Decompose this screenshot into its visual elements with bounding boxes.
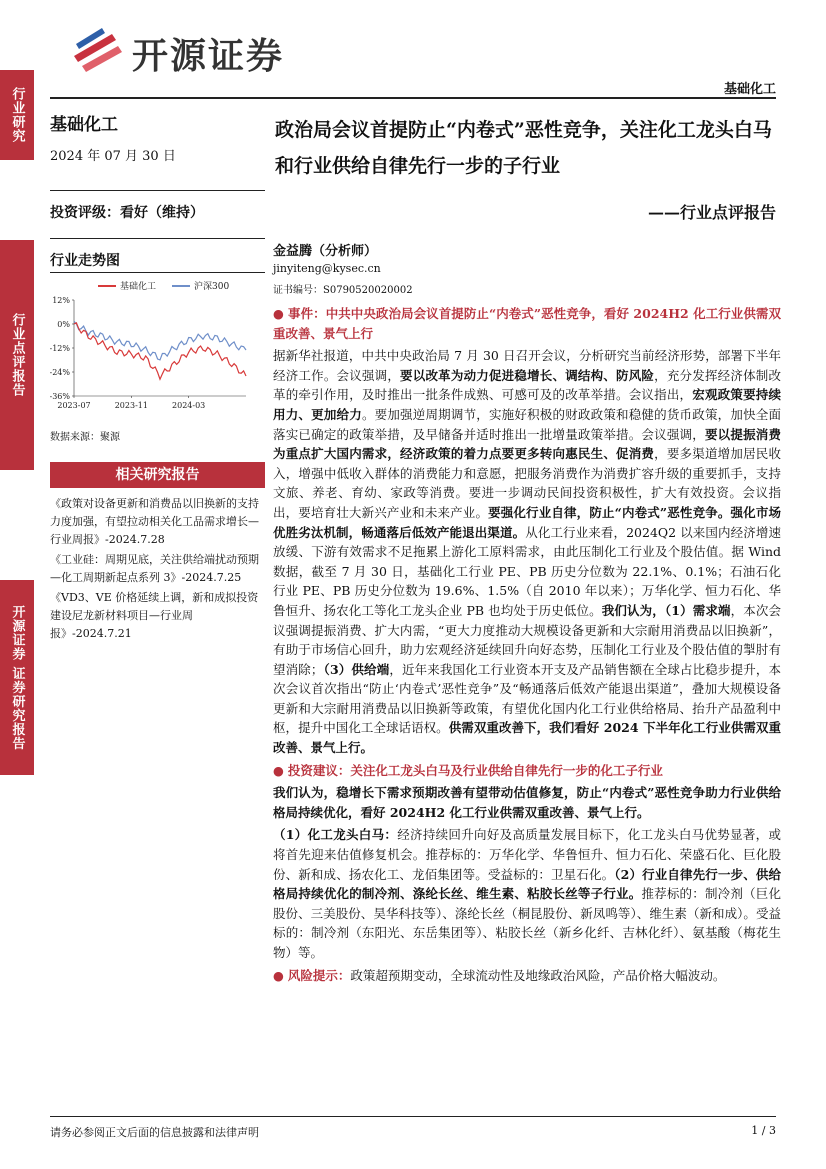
section-advice-heading: 投资建议：关注化工龙头白马及行业供给自律先行一步的化工子行业 xyxy=(287,762,663,778)
text-run-bold: （1）化工龙头白马： xyxy=(273,827,398,843)
logo-text: 开源证券 xyxy=(132,36,285,77)
left-rule-1 xyxy=(50,190,265,191)
report-subtitle: ——行业点评报告 xyxy=(647,203,776,222)
industry-name: 基础化工 xyxy=(50,115,118,135)
y-tick-label: -24% xyxy=(50,368,70,377)
related-reports-header: 相关研究报告 xyxy=(50,462,265,488)
text-run: 据新华社报道，中共中央政治局 7 月 30 日召开会议，分析研究当前经济形势，部署下半年经济工作。会议强调， xyxy=(273,348,781,383)
related-report-item[interactable]: 《工业硅：周期见底，关注供给端扰动预期—化工周期新起点系列 3》-2024.7.25 xyxy=(50,553,259,584)
x-tick-label: 2024-03 xyxy=(172,401,206,410)
analyst-name: 金益腾（分析师） xyxy=(273,244,378,259)
side-tab-top-label: 行业研究 xyxy=(9,87,25,143)
y-tick-label: -36% xyxy=(50,392,70,401)
related-report-item[interactable]: 《政策对设备更新和消费品以旧换新的支持力度加强，有望拉动相关化工品需求增长—行业周报》-2024.7.28 xyxy=(50,497,259,546)
text-run: 。要加强逆周期调节，实施好积极的财政政策和稳健的货币政策，加快全面落实已确定的政策举措，及早储备并适时推出一批增量政策举措。会议强调， xyxy=(273,406,781,442)
sector-tag: 基础化工 xyxy=(723,82,776,97)
y-tick-label: 0% xyxy=(57,320,70,329)
left-rule-3 xyxy=(50,272,265,273)
x-tick-label: 2023-11 xyxy=(114,401,148,410)
side-tab-bottom-label: 开源证券 证券研究报告 xyxy=(9,604,25,751)
text-run: ，近年来我国化工行业资本开支及产品销售额在全球占比稳步提升，本次会议首次指出“防止‘内卷式’恶性竞争”及“畅通落后低效产能退出渠道”，叠加大规模设备更新和大宗耐用消费品以旧换新等政策，有望优化国内化工行业供给格局、抬升产品盈利中枢，提升中国化工全球话语权。 xyxy=(273,661,781,736)
left-rule-2 xyxy=(50,238,265,239)
text-run-bold: 宏观政策要持续用力、更加给力 xyxy=(273,387,781,422)
chart-source: 数据来源：聚源 xyxy=(50,432,120,443)
related-report-item[interactable]: 《VD3、VE 价格延续上调，新和成拟投资建设尼龙新材料项目—行业周报》-2024.7.21 xyxy=(50,591,259,640)
advice-paragraph-2 xyxy=(273,825,781,962)
text-run-bold: （2）行业自律先行一步、供给格局持续优化的制冷剂、涤纶长丝、维生素、粘胶长丝等子行业。 xyxy=(273,866,781,902)
logo-mark-icon xyxy=(72,26,124,74)
text-run-bold: 供需双重改善下，我们看好 2024 下半年化工行业供需双重改善、景气上行。 xyxy=(273,720,781,756)
text-run-bold: 我们认为，（1）需求端 xyxy=(601,602,731,618)
text-run: 经济持续回升向好及高质量发展目标下，化工龙头白马优势显著，或将首先迎来估值修复机会。推荐标的：万华化学、华鲁恒升、恒力石化、荣盛石化、巨化股份、新和成、扬农化工、龙佰集团等。受益标的：卫星石化。 xyxy=(273,827,781,882)
text-run: ，要多渠道增加居民收入，增强中低收入群体的消费能力和意愿，把服务消费作为消费扩容升级的重要抓手，支持文旅、养老、育幼、家政等消费。要进一步调动民间投资积极性，扩大有效投资。会议指出，要培育壮大新兴产业和未来产业。 xyxy=(273,446,781,520)
side-tab-middle xyxy=(0,240,34,470)
bullet-icon: ● xyxy=(273,306,284,321)
legend-label: 基础化工 xyxy=(120,282,157,292)
text-run-bold: 我们认为，稳增长下需求预期改善有望带动估值修复，防止“内卷式”恶性竞争助力行业供给格局持续优化，看好 2024H2 化工行业供需双重改善、景气上行。 xyxy=(273,785,781,820)
series-line-basic-chemicals xyxy=(74,323,246,379)
analyst-email[interactable]: jinyiteng@kysec.cn xyxy=(273,262,381,275)
report-body xyxy=(273,304,781,988)
company-logo xyxy=(72,22,332,78)
report-date: 2024 年 07 月 30 日 xyxy=(50,149,176,164)
event-paragraph xyxy=(273,346,781,757)
chart-lines xyxy=(74,321,246,379)
analyst-cert: 证书编号：S0790520020002 xyxy=(273,285,413,296)
text-run: ，充分发挥经济体制改革的牵引作用，及时推出一批条件成熟、可感可及的改革举措。会议指出， xyxy=(273,367,781,403)
risk-text: 政策超预期变动，全球流动性及地缘政治风险，产品价格大幅波动。 xyxy=(350,967,726,983)
y-tick-label: 12% xyxy=(52,296,70,305)
side-tab-top xyxy=(0,70,34,160)
section-event xyxy=(273,304,781,343)
text-run-bold: （3）供给端 xyxy=(323,661,390,677)
related-reports-list xyxy=(50,495,265,645)
text-run: 推荐标的：制冷剂（巨化股份、三美股份、昊华科技等）、涤纶长丝（桐昆股份、新凤鸣等）、维生素（新和成）。受益标的：制冷剂（东阳光、东岳集团等）、粘胶长丝（新乡化纤、吉林化纤）、氨基酸（梅花生物）等。 xyxy=(273,886,781,960)
section-risk-heading: 风险提示： xyxy=(287,967,351,983)
text-run-bold: 要以改革为动力促进稳增长、调结构、防风险 xyxy=(400,367,655,383)
section-advice xyxy=(273,761,781,781)
footer-rule xyxy=(50,1116,776,1117)
section-event-heading: 事件：中共中央政治局会议首提防止“内卷式”恶性竞争，看好 2024H2 化工行业供需双重改善、景气上行 xyxy=(273,306,781,341)
footer-disclaimer: 请务必参阅正文后面的信息披露和法律声明 xyxy=(50,1126,259,1139)
side-tab-bottom xyxy=(0,580,34,775)
y-tick-label: -12% xyxy=(50,344,70,353)
text-run-bold: 要强化行业自律，防止“内卷式”恶性竞争。强化市场优胜劣汰机制，畅通落后低效产能退出渠道。 xyxy=(273,504,781,540)
chart-legend xyxy=(98,280,229,292)
left-info xyxy=(50,110,265,164)
x-tick-label: 2023-07 xyxy=(57,401,91,410)
chart-title: 行业走势图 xyxy=(50,253,120,269)
header-rule xyxy=(50,97,776,99)
industry-trend-chart xyxy=(50,278,265,418)
legend-label: 沪深300 xyxy=(194,282,230,292)
page-number: 1 / 3 xyxy=(751,1124,776,1137)
side-tab-middle-label: 行业点评报告 xyxy=(9,313,25,397)
text-run: 从化工行业来看，2024Q2 以来国内经济增速放缓、下游有效需求不足拖累上游化工原料需求，由此压制化工行业及个股估值。据 Wind 数据，截至 7 月 30 日，基础化工行业 PE、PB 历史分位数为 22.1%、0.1%；石油石化行业 PE、PB 历史分位数为 19.6%、1.5%（自 2010 年以来）；万华化学、恒力石化、华鲁恒升、扬农化工等化工龙头企业 PB 也均处于历史低位。 xyxy=(273,524,781,618)
section-risk xyxy=(273,966,781,986)
series-line-csi300 xyxy=(74,321,246,360)
bullet-icon: ● xyxy=(273,967,284,983)
report-title: 政治局会议首提防止“内卷式”恶性竞争，关注化工龙头白马和行业供给自律先行一步的子行业 xyxy=(275,119,772,177)
bullet-icon: ● xyxy=(273,762,284,778)
investment-rating: 投资评级：看好（维持） xyxy=(50,205,204,221)
text-run-bold: 要以提振消费为重点扩大国内需求，经济政策的着力点要更多转向惠民生、促消费 xyxy=(273,426,781,462)
text-run: ，本次会议强调提振消费、扩大内需，“更大力度推动大规模设备更新和大宗耐用消费品以旧换新”，有助于市场信心回升，助力宏观经济延续回升向好态势，压制化工行业及个股估值的掣肘有望消除； xyxy=(273,602,781,677)
advice-paragraph xyxy=(273,783,781,822)
